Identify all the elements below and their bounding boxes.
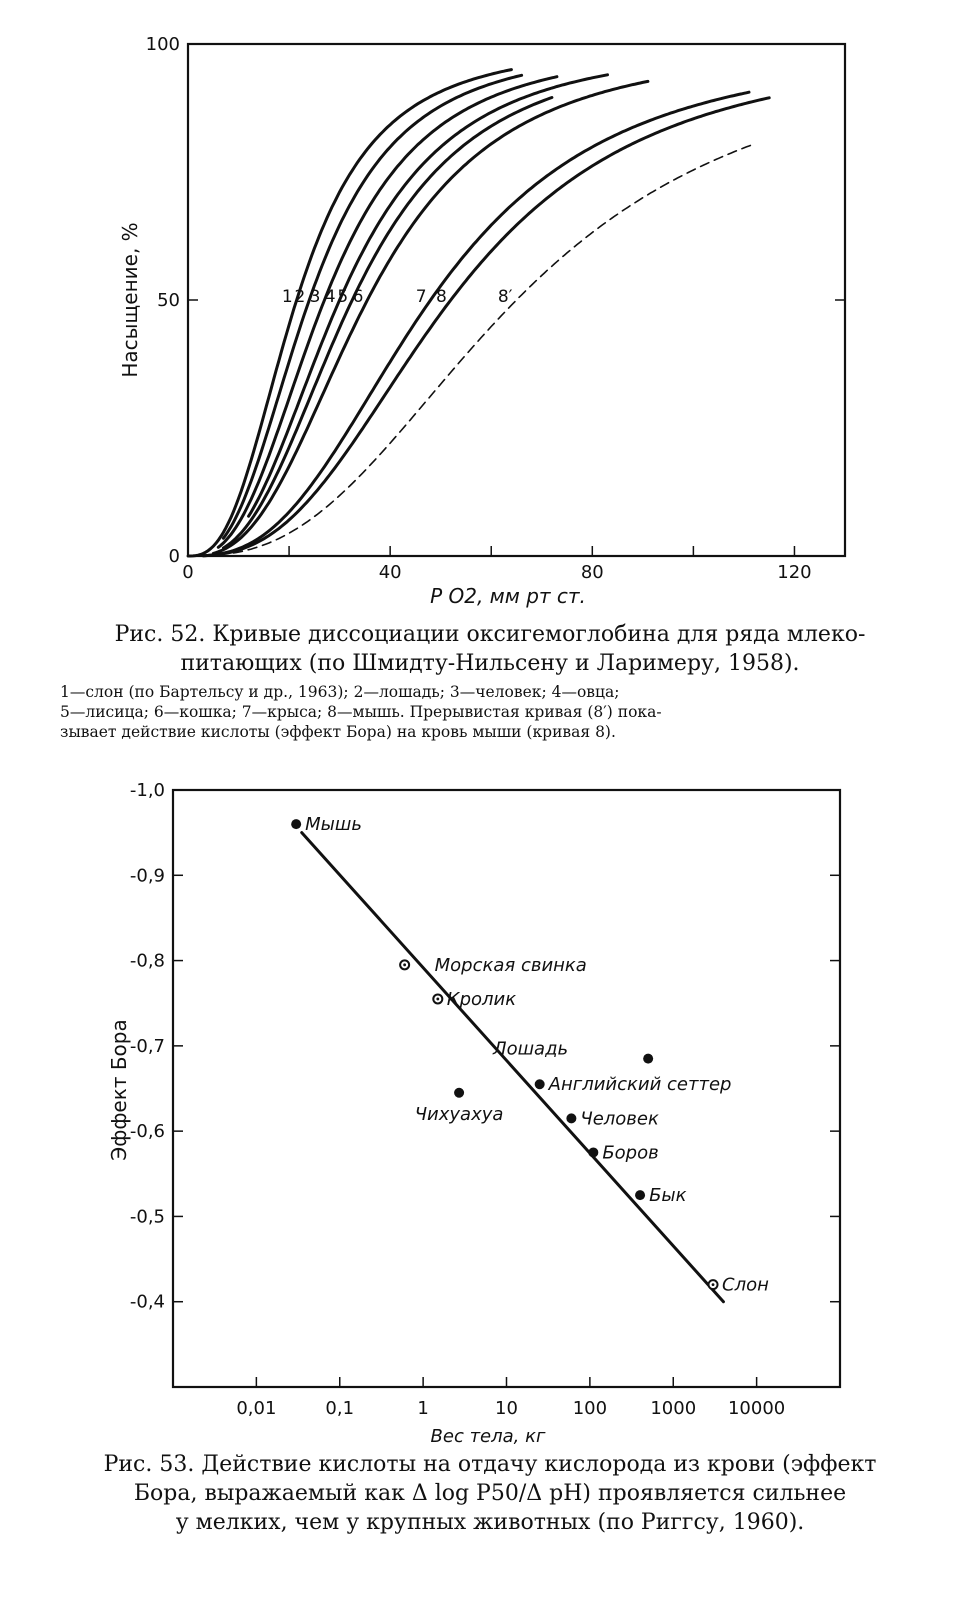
fig52-caption-line: питающих (по Шмидту-Нильсену и Ларимеру, 1958). <box>180 651 800 676</box>
fig53-caption-line: Бора, выражаемый как Δ log P50/Δ pH) проявляется сильнее <box>133 1481 847 1506</box>
fig52-curve-label: 8′ <box>497 287 513 307</box>
fig53-ticks <box>130 780 840 1419</box>
fig53-caption <box>60 1450 920 1537</box>
fig53-y-tick-label: -0,7 <box>129 1035 165 1057</box>
fig52-legend-line: 1—слон (по Бартельсу и др., 1963); 2—лошадь; 3—человек; 4—овца; <box>60 683 620 701</box>
fig53-point-label: Боров <box>602 1142 659 1164</box>
fig53-x-tick-label: 0,1 <box>325 1398 355 1419</box>
fig53-y-tick-label: -0,9 <box>129 865 165 887</box>
fig52-legend-line: зывает действие кислоты (эффект Бора) на кровь мыши (кривая 8). <box>60 723 616 741</box>
fig52-caption-line: Рис. 52. Кривые диссоциации оксигемоглобина для ряда млеко- <box>114 622 866 647</box>
fig53-point-label: Английский сеттер <box>548 1074 732 1096</box>
fig52-legend-line: 5—лисица; 6—кошка; 7—крыса; 8—мышь. Прерывистая кривая (8′) пока- <box>60 703 662 721</box>
fig53-regression <box>302 833 724 1302</box>
fig52-x-tick-label: 120 <box>777 562 812 583</box>
fig53-points <box>291 814 769 1296</box>
fig53-y-tick-label: -0,5 <box>129 1206 165 1228</box>
fig52-y-tick-label: 50 <box>157 290 180 311</box>
fig52-curve-label: 7 <box>415 287 427 307</box>
fig53-plot-frame <box>173 790 840 1387</box>
fig53-point-center <box>403 963 406 966</box>
fig52-y-axis-label: Насыщение, % <box>118 222 142 378</box>
fig52-x-axis-label: P O2, мм рт ст. <box>430 584 586 608</box>
fig52-y-tick-label: 100 <box>145 34 180 55</box>
fig53-y-axis-label: Эффект Бора <box>107 1019 131 1161</box>
fig52-curve-label: 2 <box>294 287 306 307</box>
fig53-y-tick-label: -0,8 <box>129 950 165 972</box>
fig52-x-tick-label: 80 <box>580 562 604 583</box>
fig53-point-label: Морская свинка <box>434 954 587 976</box>
fig53-y-tick-label: -0,4 <box>129 1291 165 1313</box>
fig52-x-tick-label: 40 <box>378 562 402 583</box>
fig52-curve <box>234 144 755 553</box>
fig53-point-center <box>712 1283 715 1286</box>
fig53-regression-line <box>302 833 724 1302</box>
fig53-point-center <box>436 998 439 1001</box>
fig53-point <box>454 1088 464 1098</box>
fig52-curve <box>188 70 511 556</box>
fig52-curve-label: 5 <box>337 287 349 307</box>
fig53-x-axis-label: Вес тела, кг <box>430 1426 546 1447</box>
fig52-y-tick-label: 0 <box>168 546 180 567</box>
fig52-caption <box>60 620 920 678</box>
fig52-curve <box>203 92 749 556</box>
fig53-point-label: Бык <box>649 1185 687 1207</box>
fig53-point-label: Слон <box>722 1274 769 1296</box>
fig52-legend <box>60 682 920 742</box>
fig53-point <box>566 1113 576 1123</box>
fig53-point-label: Человек <box>580 1108 659 1130</box>
fig53-caption-line: Рис. 53. Действие кислоты на отдачу кислорода из крови (эффект <box>103 1452 877 1477</box>
fig53-point <box>535 1079 545 1089</box>
bohr-effect-chart <box>0 760 979 1460</box>
fig53-x-tick-label: 1000 <box>650 1398 697 1419</box>
fig53-point-label: Кролик <box>446 988 517 1010</box>
fig53-x-tick-label: 10 <box>495 1398 518 1419</box>
fig52-x-tick-label: 0 <box>182 562 194 583</box>
fig53-y-tick-label: -1,0 <box>129 780 165 801</box>
fig53-point-label: Мышь <box>305 814 362 836</box>
fig53-point <box>643 1054 653 1064</box>
fig52-curve-label: 8 <box>435 287 447 307</box>
fig52-curve-label: 6 <box>352 287 364 307</box>
fig52-curve-label: 3 <box>309 287 321 307</box>
fig53-x-tick-label: 0,01 <box>236 1398 277 1419</box>
fig52-curve-labels <box>282 287 513 307</box>
fig53-x-tick-label: 100 <box>572 1398 608 1419</box>
fig52-curve <box>223 98 552 549</box>
fig53-caption-line: у мелких, чем у крупных животных (по Риггсу, 1960). <box>175 1510 805 1535</box>
fig52-curve-label: 1 <box>281 287 293 307</box>
fig53-point <box>291 819 301 829</box>
fig53-point-label: Чихуахуа <box>414 1103 504 1125</box>
fig52-curves <box>188 70 769 556</box>
fig53-y-tick-label: -0,6 <box>129 1121 165 1143</box>
oxygen-dissociation-chart <box>0 0 979 620</box>
fig53-x-tick-label: 10000 <box>727 1398 786 1419</box>
fig53-point <box>588 1147 598 1157</box>
fig52-curve-label: 4 <box>324 287 336 307</box>
fig53-x-tick-label: 1 <box>417 1398 429 1419</box>
fig53-point <box>635 1190 645 1200</box>
fig53-point-label: Лошадь <box>493 1038 569 1060</box>
